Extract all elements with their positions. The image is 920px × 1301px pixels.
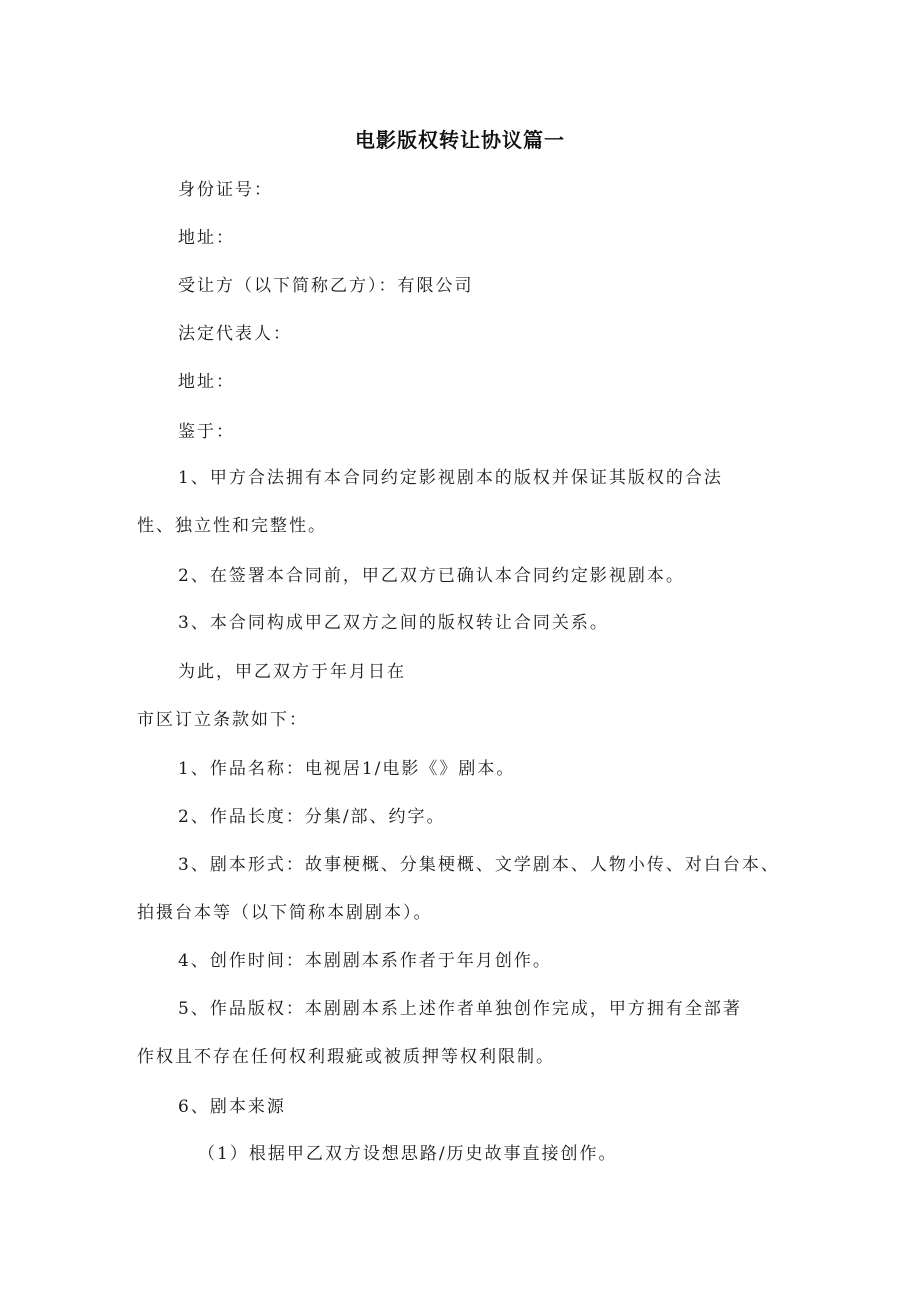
clause-3-line-2: 拍摄台本等（以下简称本剧剧本）。 <box>137 903 433 923</box>
clause-5-line-2: 作权且不存在任何权利瑕疵或被质押等权利限制。 <box>137 1047 555 1067</box>
id-number-line: 身份证号： <box>178 180 273 200</box>
legal-rep-line: 法定代表人： <box>178 324 292 344</box>
clause-6-item-1: （1）根据甲乙双方设想思路/历史故事直接创作。 <box>198 1144 618 1164</box>
recital-1-line-2: 性、独立性和完整性。 <box>137 516 327 536</box>
clause-4: 4、创作时间：本剧剧本系作者于年月创作。 <box>178 951 552 971</box>
clause-6-heading: 6、剧本来源 <box>178 1097 286 1117</box>
address-line-b: 地址： <box>178 372 235 392</box>
agreement-date-line: 为此，甲乙双方于年月日在 <box>178 662 406 682</box>
transferee-line: 受让方（以下简称乙方）：有限公司 <box>178 276 474 296</box>
document-title: 电影版权转让协议篇一 <box>355 128 565 152</box>
clause-1: 1、作品名称：电视居1/电影《》剧本。 <box>178 759 516 779</box>
recital-1-line-1: 1、甲方合法拥有本合同约定影视剧本的版权并保证其版权的合法 <box>178 468 723 488</box>
agreement-place-line: 市区订立条款如下： <box>137 710 308 730</box>
whereas-heading: 鉴于： <box>178 422 235 442</box>
clause-3-line-1: 3、剧本形式：故事梗概、分集梗概、文学剧本、人物小传、对白台本、 <box>178 855 780 875</box>
recital-3: 3、本合同构成甲乙双方之间的版权转让合同关系。 <box>178 613 609 633</box>
clause-5-line-1: 5、作品版权：本剧剧本系上述作者单独创作完成，甲方拥有全部著 <box>178 999 742 1019</box>
clause-2: 2、作品长度：分集/部、约字。 <box>178 807 446 827</box>
address-line-a: 地址： <box>178 228 235 248</box>
recital-2: 2、在签署本合同前，甲乙双方已确认本合同约定影视剧本。 <box>178 566 685 586</box>
